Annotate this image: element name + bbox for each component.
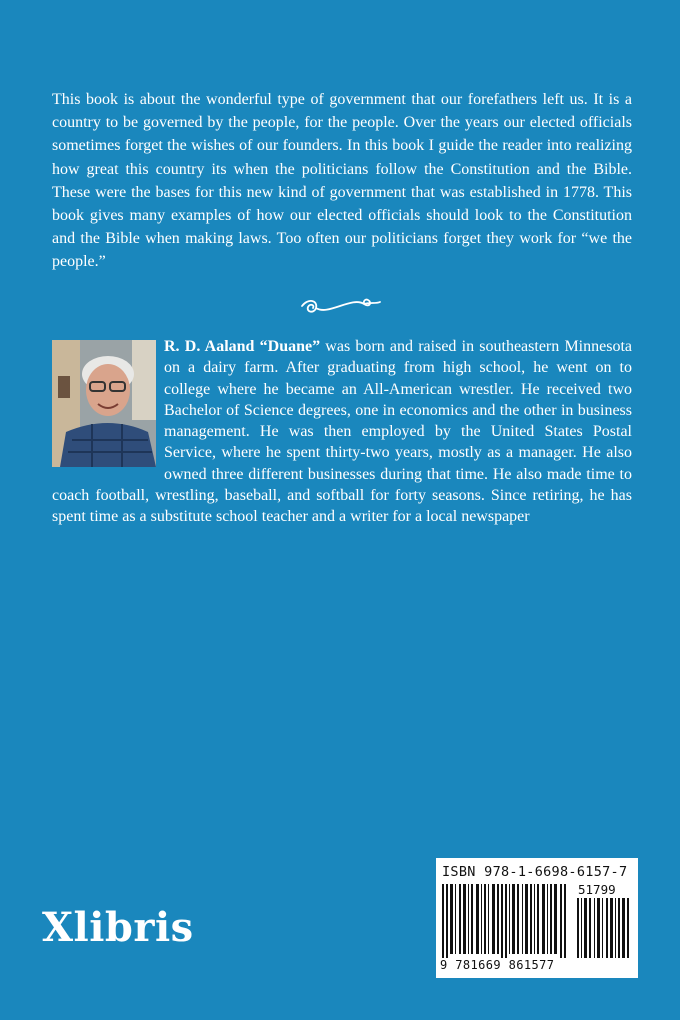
book-description: This book is about the wonderful type of government that our forefathers left us. It is a country to be governed by the people, for the people. Over the years our elected officials sometimes forget the wishes of our founders. In this book I guide the reader into realizing how great this country its when the politicians follow the Constitution and the Bible. These were the bases for this new kind of government that was established in 1778. This book gives many examples of how our elected officials should look to the Constitution and the Bible when making laws. Too often our politicians forget they work for “we the people.”	[52, 91, 632, 271]
price-code: 51799	[578, 882, 616, 897]
flourish-divider-icon	[298, 292, 382, 320]
author-bio-text: was born and raised in southeastern Minnesota on a dairy farm. After graduating from high school, he went on to college where he became an All-American wrestler. He received two Bachelor of Science degrees, one in economics and the other in business management. He was then employed by the United States Postal Service, where he spent thirty-two years, mostly as a manager. He also owned three different businesses during that time. He also made time to coach football, wrestling, baseball, and softball for forty seasons. Since retiring, he has spent time as a substitute school teacher and a writer for a local newspaper	[52, 338, 632, 526]
isbn-label: ISBN 978-1-6698-6157-7	[442, 864, 628, 880]
author-name: R. D. Aaland “Duane”	[164, 338, 321, 355]
author-bio	[52, 336, 632, 528]
ean-digits: 9 781669 861577	[440, 958, 555, 972]
isbn-barcode	[436, 858, 638, 978]
publisher-logo: Xlibris	[42, 904, 194, 951]
